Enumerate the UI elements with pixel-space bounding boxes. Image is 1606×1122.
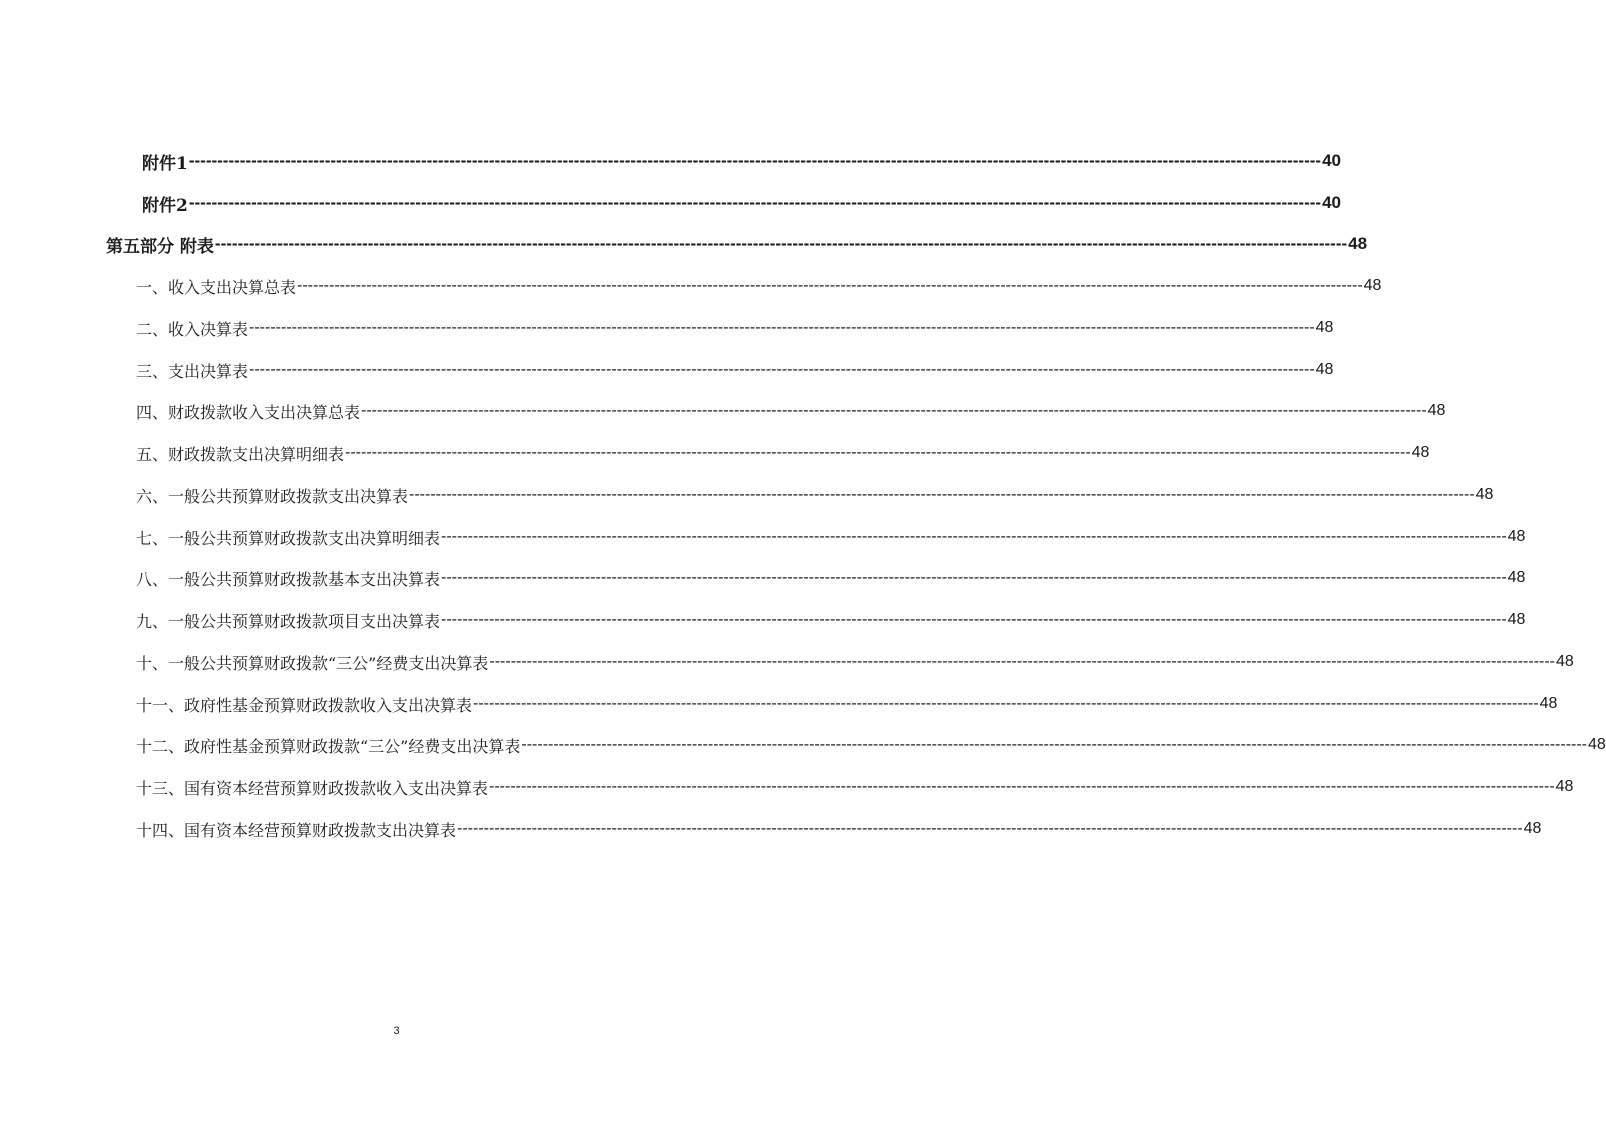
toc-entry-page: 48 [1539,695,1558,712]
toc-entry[interactable] [136,396,1446,426]
toc-dot-leader: -------------------------------------------------------------------------------------------------------------------------------------------------------------------------------------------------------- [441,569,1507,586]
toc-entry-title: 七、一般公共预算财政拨款支出决算明细表 [136,528,441,548]
toc-entry-title: 三、支出决算表 [136,361,249,381]
toc-dot-leader: -------------------------------------------------------------------------------------------------------------------------------------------------------------------------------------------------------- [457,820,1523,837]
toc-entry-page: 48 [1588,736,1606,753]
toc-entry-page: 40 [1322,151,1341,170]
toc-entry-page: 48 [1315,361,1334,378]
toc-entry-page: 48 [1363,277,1382,294]
toc-entry-title: 十二、政府性基金预算财政拨款“三公”经费支出决算表 [136,736,521,756]
toc-entry-title: 十三、国有资本经营预算财政拨款收入支出决算表 [136,778,489,798]
toc-entry[interactable] [136,689,1558,719]
toc-entry[interactable] [136,647,1574,677]
toc-entry-page: 48 [1315,319,1334,336]
toc-entry[interactable] [136,730,1606,760]
page-number: 3 [393,1025,400,1037]
toc-entry-page: 48 [1348,234,1368,253]
toc-entry-title: 六、一般公共预算财政拨款支出决算表 [136,486,409,506]
toc-dot-leader: -------------------------------------------------------------------------------------------------------------------------------------------------------------------------------------------------------- [249,319,1315,336]
toc-entry-title: 八、一般公共预算财政拨款基本支出决算表 [136,569,441,589]
toc-entry-page: 48 [1411,444,1430,461]
toc-dot-leader: -------------------------------------------------------------------------------------------------------------------------------------------------------------------------------------------------------- [521,736,1587,753]
toc-dot-leader: -------------------------------------------------------------------------------------------------------------------------------------------------------------------------------------------------------- [214,234,1348,253]
toc-entry-page: 48 [1475,486,1494,503]
toc-entry-page: 48 [1507,569,1526,586]
toc-dot-leader: -------------------------------------------------------------------------------------------------------------------------------------------------------------------------------------------------------- [188,151,1322,170]
toc-entry-title: 十一、政府性基金预算财政拨款收入支出决算表 [136,695,473,715]
toc-dot-leader: -------------------------------------------------------------------------------------------------------------------------------------------------------------------------------------------------------- [249,361,1315,378]
toc-entry-page: 40 [1322,193,1341,212]
toc-entry[interactable] [136,313,1334,343]
toc-entry-title: 九、一般公共预算财政拨款项目支出决算表 [136,611,441,631]
toc-dot-leader: -------------------------------------------------------------------------------------------------------------------------------------------------------------------------------------------------------- [489,653,1555,670]
toc-entry-attachment-2[interactable] [142,188,1341,218]
toc-entry[interactable] [136,605,1526,635]
toc-dot-leader: -------------------------------------------------------------------------------------------------------------------------------------------------------------------------------------------------------- [188,193,1322,212]
toc-dot-leader: -------------------------------------------------------------------------------------------------------------------------------------------------------------------------------------------------------- [409,486,1475,503]
toc-dot-leader: -------------------------------------------------------------------------------------------------------------------------------------------------------------------------------------------------------- [297,277,1363,294]
toc-entry[interactable] [136,438,1430,468]
toc-entry[interactable] [136,814,1542,844]
toc-dot-leader: -------------------------------------------------------------------------------------------------------------------------------------------------------------------------------------------------------- [345,444,1411,461]
toc-entry-title: 附件2 [142,195,188,216]
toc-entry-title: 二、收入决算表 [136,319,249,339]
toc-entry-page: 48 [1427,402,1446,419]
toc-entry-page: 48 [1507,528,1526,545]
toc-dot-leader: -------------------------------------------------------------------------------------------------------------------------------------------------------------------------------------------------------- [473,695,1539,712]
toc-dot-leader: -------------------------------------------------------------------------------------------------------------------------------------------------------------------------------------------------------- [489,778,1555,795]
toc-entry[interactable] [136,271,1382,301]
toc-entry-title: 五、财政拨款支出决算明细表 [136,444,345,464]
toc-entry-title: 四、财政拨款收入支出决算总表 [136,402,361,422]
toc-entry-title: 十四、国有资本经营预算财政拨款支出决算表 [136,820,457,840]
toc-entry-title: 附件1 [142,153,188,174]
toc-entry[interactable] [136,772,1574,802]
toc-entry-page: 48 [1507,611,1526,628]
toc-entry-part-five[interactable] [106,229,1368,259]
toc-dot-leader: -------------------------------------------------------------------------------------------------------------------------------------------------------------------------------------------------------- [361,402,1427,419]
toc-dot-leader: -------------------------------------------------------------------------------------------------------------------------------------------------------------------------------------------------------- [441,528,1507,545]
toc-entry[interactable] [136,563,1526,593]
toc-entry[interactable] [136,480,1494,510]
toc-entry[interactable] [136,355,1334,385]
toc-entry-title: 十、一般公共预算财政拨款“三公”经费支出决算表 [136,653,489,673]
toc-entry-page: 48 [1523,820,1542,837]
toc-entry-page: 48 [1555,778,1574,795]
toc-entry-title: 一、收入支出决算总表 [136,277,297,297]
toc-entry-page: 48 [1556,653,1574,670]
toc-entry-title: 第五部分 附表 [106,236,214,257]
toc-dot-leader: -------------------------------------------------------------------------------------------------------------------------------------------------------------------------------------------------------- [441,611,1507,628]
toc-entry[interactable] [136,522,1526,552]
toc-entry-attachment-1[interactable] [142,146,1341,176]
